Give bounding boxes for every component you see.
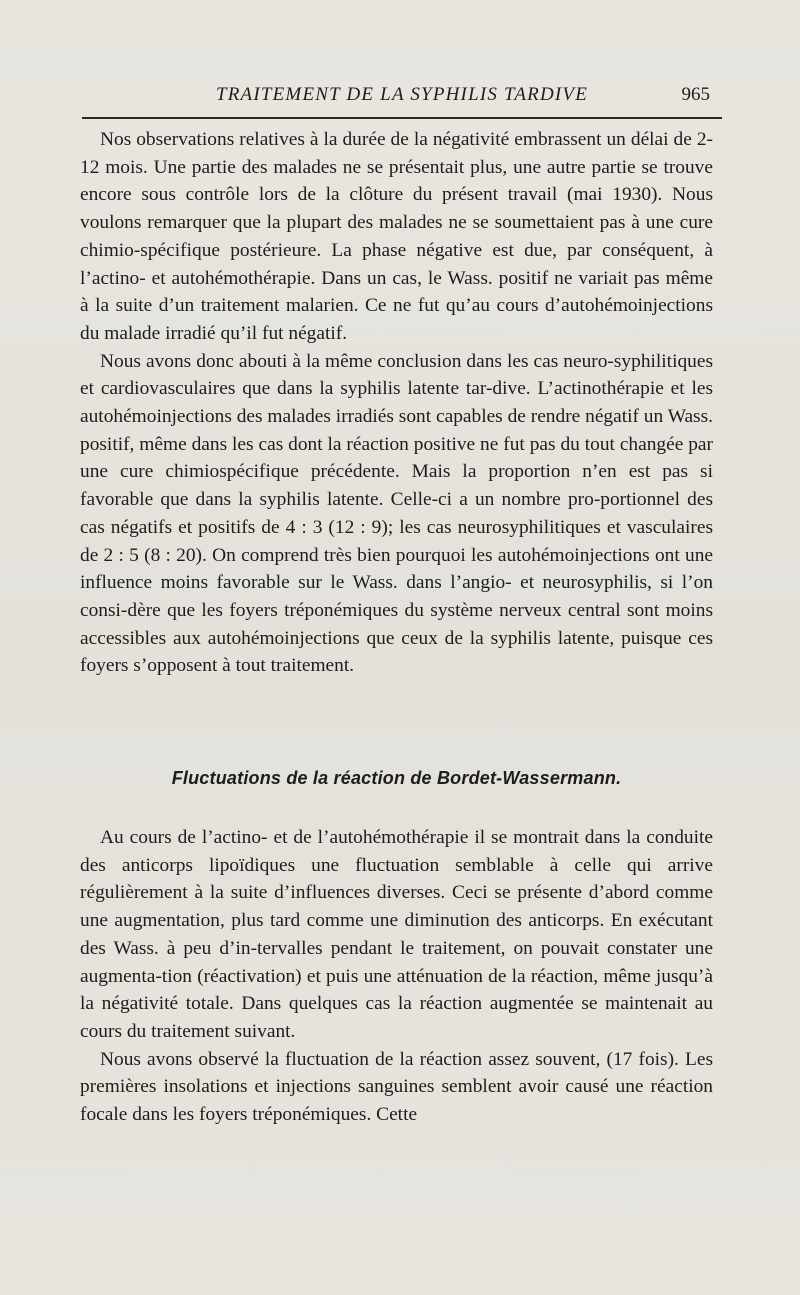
paragraph-neurosyphilis-conclusion: Nous avons donc abouti à la même conclusion dans les cas neuro-syphilitiques et cardiovasculaires que dans la syphilis latente tar-dive. L’actinothérapie et les autohémoinjections des malades irradiés sont capables de rendre négatif un Wass. positif, même dans les cas dont la réaction positive ne fut pas du tout changée par une cure chimiospécifique précédente. Mais la proportion n’en est pas si favorable que dans la syphilis latente. Celle-ci a un nombre pro-portionnel des cas négatifs et positifs de 4 : 3 (12 : 9); les cas neurosyphilitiques et vasculaires de 2 : 5 (8 : 20). On comprend très bien pourquoi les autohémoinjections ont une influence moins favorable sur le Wass. dans l’angio- et neurosyphilis, si l’on consi-dère que les foyers tréponémiques du système nerveux central sont moins accessibles aux autohémoinjections que ceux de la syphilis latente, puisque ces foyers s’opposent à tout traitement.	[80, 350, 713, 677]
page-number: 965	[681, 84, 710, 105]
paragraph-negativity-duration: Nos observations relatives à la durée de la négativité embrassent un délai de 2-12 mois. Une partie des malades ne se présentait plus, une autre partie se trouve encore sous contrôle lors de la clôture du présent travail (mai 1930). Nous voulons remarquer que la plupart des malades ne se soumettaient pas à une cure chimio-spécifique postérieure. La phase négative est due, par conséquent, à l’actino- et autohémothérapie. Dans un cas, le Wass. positif ne variait pas même à la suite d’un traitement malarien. Ce ne fut qu’au cours d’autohémoinjections du malade irradié qu’il fut négatif.	[80, 129, 713, 344]
header-rule	[82, 117, 722, 119]
paragraph-fluctuation-antibodies: Au cours de l’actino- et de l’autohémothérapie il se montrait dans la conduite des anticorps lipoïdiques une fluctuation semblable à celle qui arrive régulièrement à la suite d’influences diverses. Ceci se présente d’abord comme une augmentation, plus tard comme une diminution des anticorps. En exécutant des Wass. à peu d’in-tervalles pendant le traitement, on pouvait constater une augmenta-tion (réactivation) et puis une atténuation de la réaction, même jusqu’à la négativité totale. Dans quelques cas la réaction augmentée se maintenait au cours du traitement suivant.	[80, 827, 713, 1042]
running-header	[82, 82, 722, 112]
body-text-top	[80, 126, 713, 680]
body-text-bottom	[80, 824, 713, 1129]
section-heading: Fluctuations de la réaction de Bordet-Wassermann.	[171, 768, 622, 788]
running-title: TRAITEMENT DE LA SYPHILIS TARDIVE	[215, 84, 589, 105]
paragraph-fluctuation-observed: Nous avons observé la fluctuation de la réaction assez souvent, (17 fois). Les premières insolations et injections sanguines semblent avoir causé une réaction focale dans les foyers tréponémiques. Cette	[80, 1048, 713, 1126]
